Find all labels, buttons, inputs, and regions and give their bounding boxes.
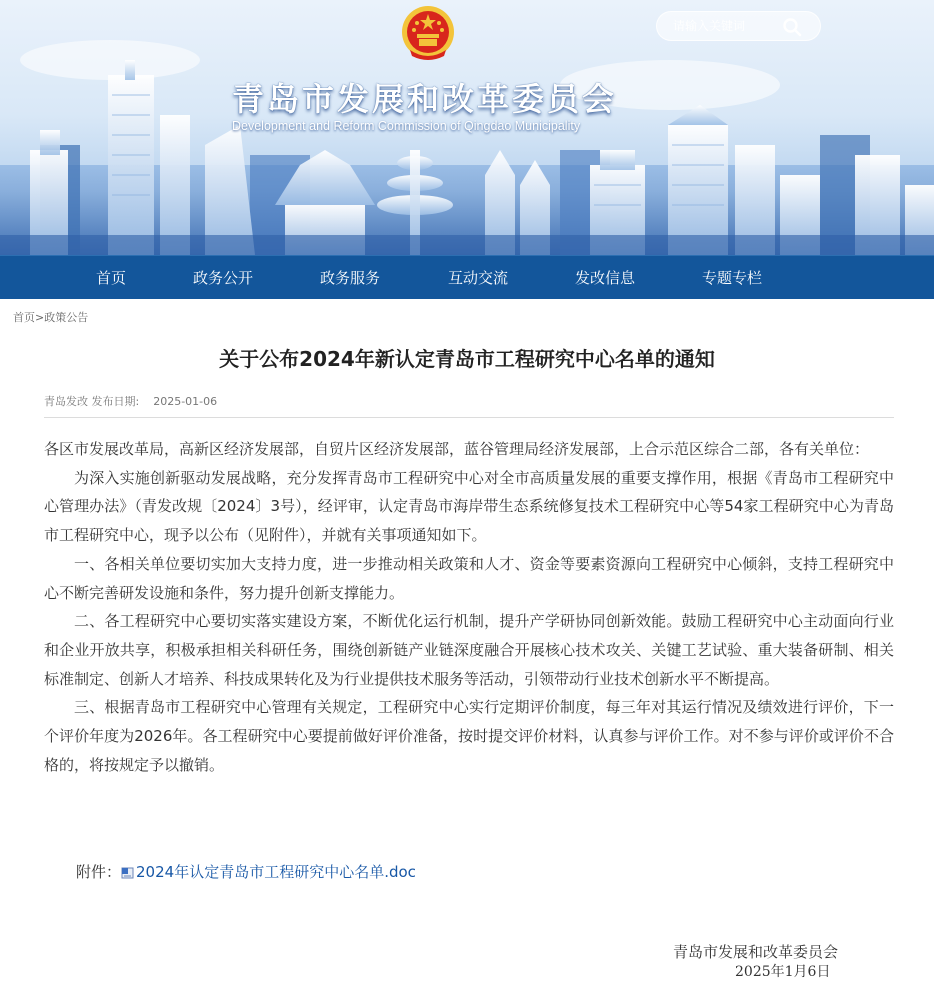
nav-item-special-topics[interactable]: 专题专栏 bbox=[702, 269, 763, 287]
salutation: 各区市发展改革局，高新区经济发展部，自贸片区经济发展部，蓝谷管理局经济发展部，上合示范区综合二部，各有关单位： bbox=[44, 440, 870, 458]
paragraph: 一、各相关单位要切实加大支持力度，进一步推动相关政策和人才、资金等要素资源向工程研究中心倾斜，支持工程研究中心不断完善研发设施和条件，努力提升创新支撑能力。 bbox=[44, 554, 894, 602]
nav-item-government-affairs[interactable]: 政务公开 bbox=[193, 269, 254, 287]
search-box bbox=[656, 11, 821, 41]
divider bbox=[44, 417, 894, 418]
nav-item-reform-info[interactable]: 发改信息 bbox=[575, 269, 636, 287]
search-icon[interactable] bbox=[782, 17, 802, 37]
signature-organization: 青岛市发展和改革委员会 bbox=[673, 943, 839, 961]
breadcrumb-current[interactable]: 政策公告 bbox=[44, 311, 89, 324]
article-body bbox=[44, 435, 894, 779]
site-title: 青岛市发展和改革委员会 bbox=[232, 80, 618, 118]
article-title: 关于公布2024年新认定青岛市工程研究中心名单的通知 bbox=[219, 347, 715, 371]
nav-item-home[interactable]: 首页 bbox=[96, 269, 127, 287]
breadcrumb-home[interactable]: 首页 bbox=[13, 311, 35, 324]
site-subtitle: Development and Reform Commission of Qingdao Municipality bbox=[232, 119, 581, 133]
attachment-label: 附件： bbox=[76, 863, 122, 881]
paragraph: 二、各工程研究中心要切实落实建设方案，不断优化运行机制，提升产学研协同创新效能。鼓励工程研究中心主动面向行业和企业开放共享，积极承担相关科研任务，围绕创新链产业链深度融合开展核心技术攻关、关键工艺试验、重大装备研制、相关标准制定、创新人才培养、科技成果转化及为行业提供技术服务等活动，引领带动行业技术创新水平不断提高。 bbox=[44, 612, 894, 688]
breadcrumb bbox=[13, 309, 88, 325]
attachment-link[interactable]: 2024年认定青岛市工程研究中心名单.doc bbox=[136, 863, 416, 881]
header-banner bbox=[0, 0, 934, 255]
article-source: 青岛发改 发布日期: bbox=[44, 395, 140, 408]
paragraph: 为深入实施创新驱动发展战略，充分发挥青岛市工程研究中心对全市高质量发展的重要支撑作用，根据《青岛市工程研究中心管理办法》（青发改规〔2024〕3号），经评审，认定青岛市海岸带生态系统修复技术工程研究中心等54家工程研究中心为青岛市工程研究中心，现予以公布（见附件），并就有关事项通知如下。 bbox=[44, 468, 894, 545]
search-input[interactable] bbox=[673, 19, 783, 33]
main-nav bbox=[0, 255, 934, 299]
nav-item-interaction[interactable]: 互动交流 bbox=[448, 269, 509, 287]
nav-item-government-services[interactable]: 政务服务 bbox=[320, 269, 381, 287]
paragraph: 三、根据青岛市工程研究中心管理有关规定，工程研究中心实行定期评价制度，每三年对其运行情况及绩效进行评价，下一个评价年度为2026年。各工程研究中心要提前做好评价准备，按时提交评价材料，认真参与评价工作。对不参与评价或评价不合格的，将按规定予以撤销。 bbox=[44, 698, 894, 774]
publish-date: 2025-01-06 bbox=[153, 395, 218, 408]
doc-file-icon bbox=[121, 866, 134, 879]
national-emblem-icon bbox=[400, 4, 456, 62]
signature-date: 2025年1月6日 bbox=[735, 964, 831, 980]
attachment bbox=[76, 861, 416, 882]
breadcrumb-separator: > bbox=[35, 311, 45, 324]
article-meta bbox=[44, 393, 217, 409]
